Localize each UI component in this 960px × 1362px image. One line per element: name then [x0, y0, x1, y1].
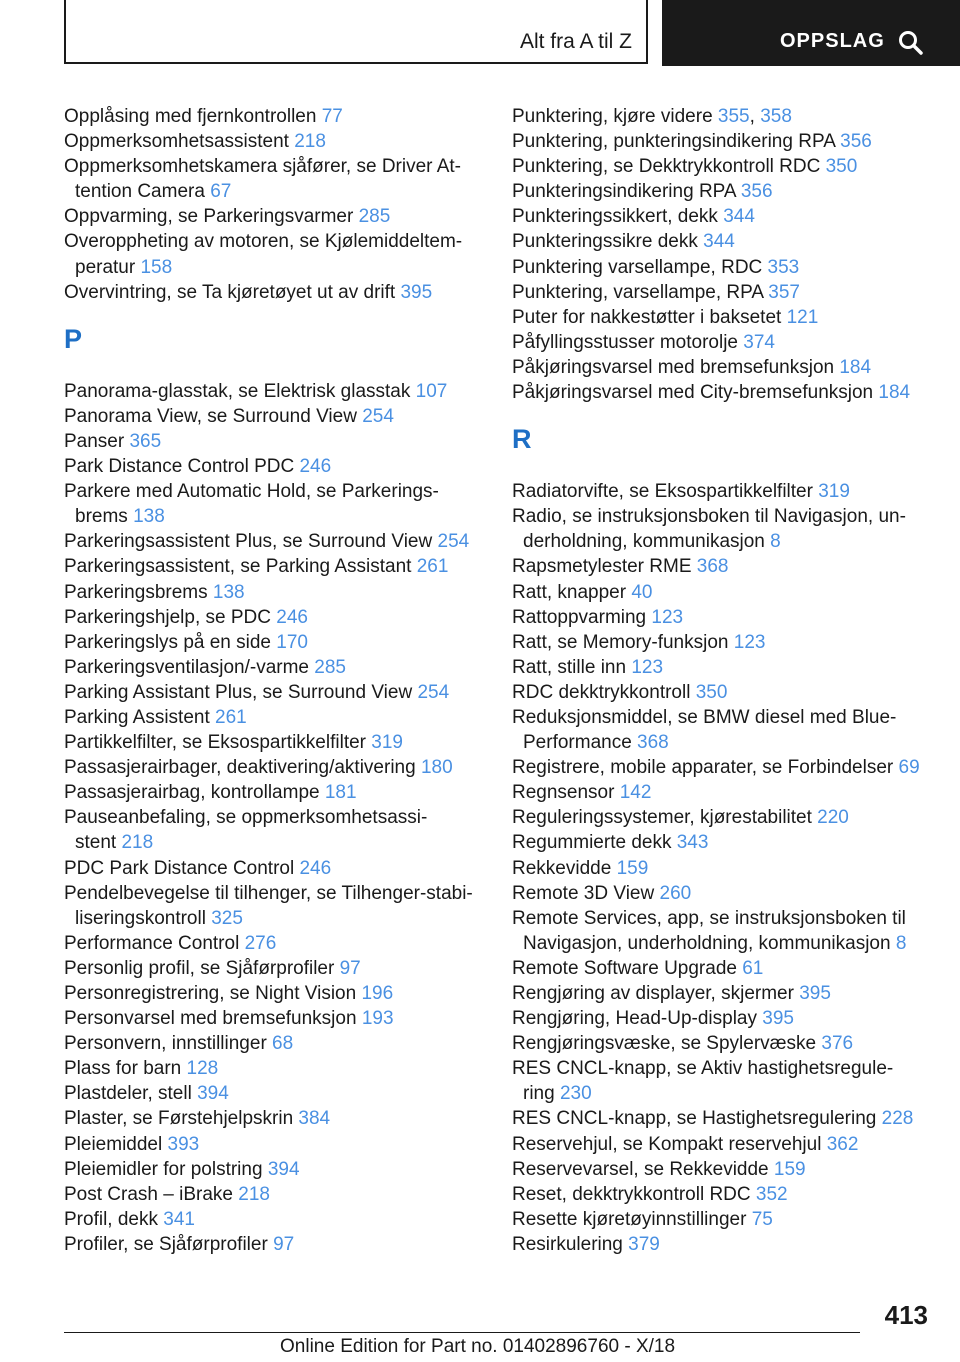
index-entry [64, 780, 504, 805]
index-entry [512, 355, 932, 380]
index-entry [512, 1132, 932, 1157]
entry-text: RES CNCL-knapp, se Aktiv hastighetsregule- [512, 1058, 894, 1080]
entry-text: Reguleringssystemer, kjørestabilitet [512, 807, 818, 829]
page-link[interactable]: 193 [361, 1008, 394, 1030]
entry-text: Radio, se instruksjonsboken til Navigasjon, un- [512, 506, 906, 528]
page-link[interactable]: 356 [840, 131, 872, 153]
entry-text: Parkeringsbrems [64, 581, 213, 603]
page-link[interactable]: 379 [628, 1233, 660, 1255]
page-link[interactable]: 220 [817, 807, 849, 829]
index-entry [64, 931, 504, 956]
page-link[interactable]: 285 [314, 656, 346, 678]
entry-text: Parkeringshjelp, se PDC [64, 606, 277, 628]
edition-text: Online Edition for Part no. 01402896760 - X/18 [280, 1336, 676, 1357]
entry-text: Panorama-glasstak, se Elektrisk glasstak [64, 380, 416, 402]
page-link[interactable]: 393 [167, 1133, 200, 1155]
entry-text: PDC Park Distance Control [64, 857, 300, 879]
page-link[interactable]: 319 [818, 481, 850, 503]
index-entry [64, 730, 504, 755]
entry-text: Personregistrering, se Night Vision [64, 983, 362, 1004]
page-link[interactable]: 246 [299, 456, 332, 478]
index-entry [64, 1232, 504, 1257]
section-title: Alt fra A til Z [519, 30, 632, 53]
entry-text: Reservevarsel, se Rekkevidde [512, 1158, 774, 1180]
index-entry [512, 630, 932, 655]
page-link[interactable]: 365 [129, 430, 162, 452]
entry-text: Overvintring, se Ta kjøretøyet ut av drift [64, 281, 401, 303]
index-entry [512, 1106, 932, 1131]
entry-text: Partikkelfilter, se Eksospartikkelfilter [64, 732, 372, 754]
page-link[interactable]: 254 [437, 531, 470, 553]
page-link[interactable]: 8 [770, 531, 781, 553]
index-entry [512, 1232, 932, 1257]
entry-text: Rapsmetylester RME [512, 556, 697, 578]
entry-text: Parkeringsventilasjon/-varme [64, 656, 315, 678]
index-entry [64, 204, 504, 229]
index-entry [512, 1182, 932, 1207]
entry-text: derholdning, kommunikasjon [523, 531, 771, 553]
index-entry [64, 479, 504, 529]
index-entry [512, 129, 932, 154]
page-link[interactable]: 184 [878, 382, 911, 404]
index-entry [512, 1056, 932, 1106]
entry-text: Performance [523, 732, 638, 754]
page-link[interactable]: 395 [400, 281, 433, 303]
entry-text: Ratt, stille inn [512, 656, 632, 678]
index-entry [512, 154, 932, 179]
page-link[interactable]: 184 [839, 356, 872, 378]
index-entry [512, 655, 932, 680]
page-link[interactable]: 353 [767, 256, 800, 278]
page-link[interactable]: 254 [417, 681, 450, 703]
entry-text: Punktering, punkteringsindikering RPA [512, 131, 841, 153]
page-link[interactable]: 350 [825, 156, 858, 178]
index-entry [512, 504, 932, 554]
entry-text: Post Crash – iBrake [64, 1183, 239, 1205]
entry-text: Rengjøring av displayer, skjermer [512, 983, 800, 1004]
entry-text: Personvern, innstillinger [64, 1033, 273, 1055]
page-number: 413 [884, 1300, 928, 1330]
entry-text: Pendelbevegelse til tilhenger, se Tilhenger-stabi- [64, 882, 473, 904]
index-entry [512, 1207, 932, 1232]
page-link[interactable]: 384 [298, 1108, 331, 1130]
page-link[interactable]: 261 [215, 706, 247, 728]
entry-text: Resirkulering [512, 1233, 629, 1255]
index-entry: Punktering, kjøre videre 355, 358 [512, 106, 792, 127]
index-entry [512, 580, 932, 605]
entry-text: Parkeringslys på en side [64, 631, 277, 653]
index-entry [512, 705, 932, 755]
index-entry [64, 755, 504, 780]
entry-text: Parkeringsassistent Plus, se Surround View [64, 531, 438, 553]
page-link[interactable]: 75 [751, 1208, 773, 1230]
index-entry [64, 104, 504, 129]
entry-text: Performance Control [64, 932, 245, 954]
index-entry [512, 554, 932, 579]
index-entry [64, 805, 504, 855]
page-link[interactable]: 362 [826, 1133, 859, 1155]
entry-text: Radiatorvifte, se Eksospartikkelfilter [512, 481, 819, 503]
page-link[interactable]: 395 [799, 983, 831, 1004]
index-entry [64, 129, 504, 154]
index-entry [512, 305, 932, 330]
index-entry [64, 1182, 504, 1207]
page-link[interactable]: 261 [416, 556, 449, 578]
page-link[interactable]: 356 [740, 181, 773, 203]
entry-text: Remote Software Upgrade [512, 957, 743, 979]
page-link[interactable]: 374 [743, 331, 775, 353]
page-link[interactable]: 8 [895, 932, 907, 954]
page-link[interactable]: 260 [659, 882, 692, 904]
entry-text: Navigasjon, underholdning, kommunikasjon [523, 932, 896, 954]
entry-text: Plastdeler, stell [64, 1083, 198, 1105]
index-entry [512, 605, 932, 630]
entry-text: Oppmerksomhetskamera sjåfører, se Driver At- [64, 156, 461, 178]
page-header [0, 0, 960, 66]
page-link[interactable]: 341 [163, 1208, 195, 1230]
index-entry [512, 906, 932, 956]
index-entry [64, 1106, 504, 1131]
page-link[interactable]: 170 [276, 631, 308, 653]
page-link[interactable]: 368 [696, 556, 729, 578]
entry-text: Reduksjonsmiddel, se BMW diesel med Blue- [512, 706, 897, 728]
page-link[interactable]: 344 [723, 206, 755, 228]
index-entry [64, 956, 504, 981]
page-link[interactable]: 350 [695, 681, 728, 703]
index-entry [64, 1056, 504, 1081]
page-link[interactable]: 61 [742, 957, 764, 979]
index-entry [64, 229, 504, 279]
entry-text: Opplåsing med fjernkontrollen [64, 106, 322, 127]
page-link[interactable]: 138 [212, 581, 245, 603]
entry-text: stent [75, 832, 122, 854]
page-link[interactable]: 69 [898, 757, 920, 779]
page-link[interactable]: 246 [299, 857, 332, 879]
entry-text: Regnsensor [512, 782, 620, 804]
page-link[interactable]: 158 [140, 256, 173, 278]
page-link[interactable]: 123 [631, 656, 664, 678]
entry-text: Profil, dekk [64, 1208, 164, 1230]
entry-text: Plass for barn [64, 1058, 187, 1080]
page-link[interactable]: 376 [821, 1033, 854, 1055]
entry-text: Punkteringsindikering RPA [512, 181, 741, 203]
entry-text: Oppvarming, se Parkeringsvarmer [64, 206, 359, 228]
index-entry [64, 554, 504, 579]
index-entry [512, 680, 932, 705]
entry-text: Påfyllingsstusser motorolje [512, 331, 744, 353]
entry-text: Punktering, varsellampe, RPA [512, 281, 769, 303]
entry-text: Plaster, se Førstehjelpskrin [64, 1108, 299, 1130]
entry-text: Parkere med Automatic Hold, se Parkerings- [64, 481, 439, 503]
entry-text: brems [75, 506, 134, 528]
index-entry [64, 705, 504, 730]
index-entry [512, 229, 932, 254]
entry-text: Ratt, se Memory-funksjon [512, 631, 734, 653]
entry-text: Oppmerksomhetsassistent [64, 131, 295, 153]
entry-text: Passasjerairbag, kontrollampe [64, 782, 325, 804]
entry-text: Pauseanbefaling, se oppmerksomhetsassi- [64, 807, 428, 829]
page-link[interactable]: 276 [244, 932, 277, 954]
index-entry [512, 780, 932, 805]
page-link[interactable]: 218 [294, 131, 326, 153]
entry-text: Profiler, se Sjåførprofiler [64, 1233, 274, 1255]
index-letter-heading: P [64, 323, 83, 354]
page-link[interactable]: 159 [616, 857, 649, 879]
entry-text: Overoppheting av motoren, se Kjølemiddeltem- [64, 231, 463, 253]
entry-text: liseringskontroll [75, 907, 212, 929]
page-link[interactable]: 180 [420, 757, 453, 779]
page-link[interactable]: 254 [362, 405, 394, 427]
index-entry [512, 204, 932, 229]
index-entry [64, 630, 504, 655]
page-link[interactable]: 218 [121, 832, 154, 854]
search-icon [898, 30, 924, 56]
page-link[interactable]: 123 [733, 631, 766, 653]
index-entry [64, 429, 504, 454]
entry-text: Personvarsel med bremsefunksjon [64, 1008, 362, 1030]
index-entry [64, 454, 504, 479]
page-link[interactable]: 228 [881, 1108, 914, 1130]
entry-text: Reservehjul, se Kompakt reservehjul [512, 1133, 827, 1155]
index-entry [512, 479, 932, 504]
page-link[interactable]: 394 [267, 1158, 300, 1180]
entry-text: Pleiemidler for polstring [64, 1158, 268, 1180]
index-entry [64, 605, 504, 630]
page-link[interactable]: 67 [210, 181, 232, 203]
page-link[interactable]: 159 [773, 1158, 806, 1180]
entry-text: tention Camera [75, 181, 211, 203]
entry-text: Registrere, mobile apparater, se Forbindelser [512, 757, 899, 779]
page-link[interactable]: 138 [133, 506, 165, 528]
index-entry [512, 280, 932, 305]
entry-text: RES CNCL-knapp, se Hastighetsregulering [512, 1108, 882, 1130]
entry-text: Reset, dekktrykkontroll RDC [512, 1183, 756, 1205]
footer-edition [280, 1336, 940, 1358]
index-entry [64, 856, 504, 881]
entry-text: Rengjøring, Head-Up-display [512, 1008, 763, 1030]
entry-text: RDC dekktrykkontroll [512, 681, 696, 703]
entry-text: Remote Services, app, se instruksjonsboken til [512, 907, 906, 929]
section-header-box [64, 0, 648, 64]
page-link[interactable]: 394 [197, 1083, 229, 1105]
page-link[interactable]: 344 [703, 231, 735, 253]
index-entry [64, 379, 504, 404]
index-entry [512, 755, 932, 780]
index-entry [64, 881, 504, 931]
index-entry [512, 255, 932, 280]
index-letter-heading: R [512, 424, 532, 455]
page-link[interactable]: 68 [272, 1033, 294, 1055]
page-link[interactable]: 325 [211, 907, 243, 929]
index-entry [512, 956, 932, 981]
index-entry [64, 1157, 504, 1182]
page-link[interactable]: 358 [760, 106, 792, 127]
index-entry [64, 1031, 504, 1056]
entry-text: Park Distance Control PDC [64, 456, 300, 478]
page-link[interactable]: 343 [676, 832, 709, 854]
entry-text: Rekkevidde [512, 857, 617, 879]
index-column-left [64, 104, 504, 1257]
entry-text: ring [523, 1083, 560, 1105]
entry-text: Punkteringssikkert, dekk [512, 206, 724, 228]
index-entry [512, 805, 932, 830]
page-link[interactable]: 40 [631, 581, 653, 603]
index-entry [512, 1031, 932, 1056]
page-link[interactable]: 121 [786, 306, 819, 328]
entry-text: Passasjerairbager, deaktivering/aktivering [64, 757, 421, 779]
index-entry [512, 330, 932, 355]
index-entry [512, 380, 932, 405]
entry-text: Punktering varsellampe, RDC [512, 256, 768, 278]
entry-text: Pleiemiddel [64, 1133, 168, 1155]
index-entry [512, 1157, 932, 1182]
page-link[interactable]: 107 [415, 380, 448, 402]
page-link[interactable]: 97 [273, 1233, 295, 1255]
entry-text: Parking Assistent [64, 706, 216, 728]
index-entry [64, 1006, 504, 1031]
index-entry [64, 404, 504, 429]
page-link[interactable]: 128 [186, 1058, 219, 1080]
footer-divider [64, 1332, 860, 1333]
entry-text: Parkeringsassistent, se Parking Assistant [64, 556, 417, 578]
page-link[interactable]: 218 [238, 1183, 270, 1205]
index-entry [64, 1132, 504, 1157]
page-link[interactable]: 77 [321, 106, 343, 127]
entry-text: Punktering, se Dekktrykkontroll RDC [512, 156, 826, 178]
page-link[interactable]: 355 [717, 106, 750, 127]
page-link[interactable]: 142 [619, 782, 652, 804]
page-link[interactable]: 368 [637, 732, 669, 754]
entry-text: Ratt, knapper [512, 581, 632, 603]
index-entry [64, 154, 504, 204]
page-link[interactable]: 196 [361, 983, 394, 1004]
entry-text: Personlig profil, se Sjåførprofiler [64, 957, 340, 979]
entry-text: Panser [64, 430, 130, 452]
index-column-right [512, 104, 932, 1257]
page-link[interactable]: 230 [559, 1083, 592, 1105]
entry-text: Punkteringssikre dekk [512, 231, 704, 253]
oppslag-tab[interactable] [662, 0, 960, 66]
page-link[interactable]: 246 [276, 606, 308, 628]
entry-text: Remote 3D View [512, 882, 660, 904]
index-entry [512, 1006, 932, 1031]
page-link[interactable]: 357 [768, 281, 800, 303]
page-link[interactable]: 319 [371, 732, 403, 754]
index-entry [512, 856, 932, 881]
index-entry [512, 881, 932, 906]
index-entry [64, 580, 504, 605]
index-entry [512, 981, 932, 1006]
index-entry [512, 830, 932, 855]
page-link[interactable]: 97 [339, 957, 361, 979]
entry-text: Punktering, kjøre videre [512, 106, 718, 127]
index-entry [512, 179, 932, 204]
page-link[interactable]: 352 [755, 1183, 788, 1205]
index-entry [64, 680, 504, 705]
entry-text: peratur [75, 256, 141, 278]
index-entry [64, 529, 504, 554]
page-link[interactable]: 181 [324, 782, 357, 804]
page-link[interactable]: 285 [358, 206, 391, 228]
entry-text: Puter for nakkestøtter i baksetet [512, 306, 787, 328]
index-entry [64, 1207, 504, 1232]
entry-text: Påkjøringsvarsel med City-bremsefunksjon [512, 382, 879, 404]
index-entry [64, 655, 504, 680]
entry-text: Rengjøringsvæske, se Spylervæske [512, 1033, 822, 1055]
index-entry [64, 1081, 504, 1106]
index-entry [64, 981, 504, 1006]
page-link[interactable]: 123 [651, 606, 684, 628]
entry-text: Rattoppvarming [512, 606, 652, 628]
entry-text: Panorama View, se Surround View [64, 405, 363, 427]
page-link[interactable]: 395 [762, 1008, 794, 1030]
oppslag-tab-label: OPPSLAG [780, 30, 885, 52]
entry-text: Parking Assistant Plus, se Surround View [64, 681, 418, 703]
entry-text: Resette kjøretøyinnstillinger [512, 1208, 752, 1230]
entry-text: Påkjøringsvarsel med bremsefunksjon [512, 356, 840, 378]
entry-text: Regummierte dekk [512, 832, 677, 854]
